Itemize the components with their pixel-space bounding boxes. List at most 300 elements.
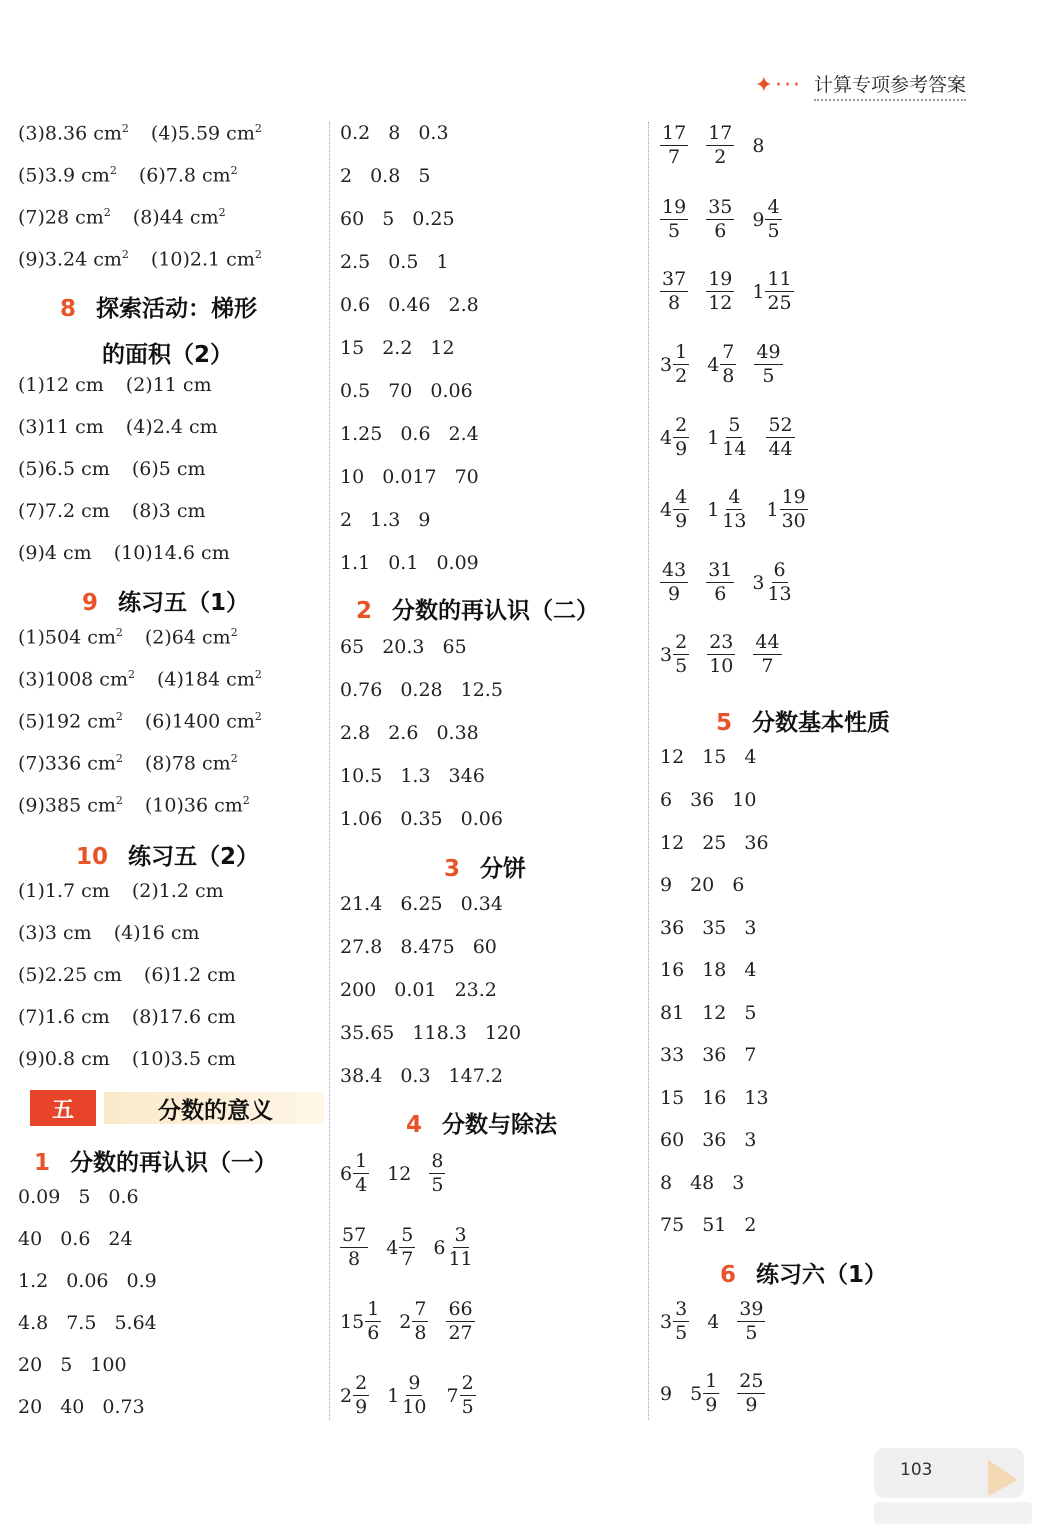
answer-item: 1.1	[340, 552, 371, 574]
answer-item: 25	[702, 832, 727, 854]
answer-item: (6)7.8 $cm^2$	[138, 164, 238, 187]
answer-item: (10)2.1 $cm^2$	[150, 248, 262, 271]
mixed-number: 7 $\frac{2}{5}$	[446, 1372, 474, 1418]
mixed-number: 3 $\frac{6}{13}$	[752, 559, 792, 605]
answer-item: 0.06	[460, 808, 503, 830]
answer-row	[18, 710, 280, 732]
answer-row	[340, 636, 485, 658]
section-title: 分数的再认识（一）	[70, 1150, 278, 1176]
answer-row	[18, 1312, 175, 1334]
answer-row	[660, 1129, 774, 1151]
fraction-row	[660, 633, 800, 676]
answer-item: 60	[472, 936, 497, 958]
answer-row	[18, 542, 248, 564]
answer-item: 346	[448, 765, 485, 787]
answer-row	[18, 668, 280, 690]
mixed-number: 3 $\frac{3}{5}$	[660, 1298, 688, 1344]
answer-item: 10	[340, 466, 365, 488]
answer-row	[18, 626, 256, 648]
mixed-number: 4 $\frac{5}{7}$	[386, 1224, 414, 1270]
answer-item: 2.6	[388, 722, 419, 744]
mixed-number: 1 $\frac{19}{30}$	[766, 486, 806, 532]
answer-item: 36	[702, 1129, 727, 1151]
answer-item: 1.25	[340, 423, 383, 445]
answer-row	[18, 880, 242, 902]
fraction: $\frac{19}{5}$	[662, 196, 687, 242]
answer-row	[18, 416, 236, 438]
answer-item: 20	[690, 874, 715, 896]
answer-row	[18, 1006, 254, 1028]
fraction: $\frac{35}{6}$	[708, 196, 733, 242]
answer-row	[340, 552, 497, 574]
answer-item: 1.3	[370, 509, 401, 531]
answer-item: (9)385 $cm^2$	[18, 794, 123, 817]
answer-item: 0.5	[388, 251, 419, 273]
mixed-number: 3 $\frac{2}{5}$	[660, 631, 688, 677]
answer-item: 33	[660, 1044, 685, 1066]
answer-item: 20	[18, 1396, 43, 1418]
fraction-row	[340, 1226, 493, 1269]
answer-item: (7)7.2 cm	[18, 500, 110, 522]
answer-item: 2	[744, 1214, 757, 1236]
answer-item: (5)3.9 $cm^2$	[18, 164, 117, 187]
answer-item: 6	[732, 874, 745, 896]
answer-row	[18, 374, 230, 396]
answer-row	[340, 380, 491, 402]
answer-item: 0.017	[382, 466, 437, 488]
answer-item: (6)1.2 cm	[143, 964, 236, 986]
answer-item: (6)5 cm	[131, 458, 206, 480]
answer-row	[660, 959, 774, 981]
answer-item: 2.2	[382, 337, 413, 359]
answer-item: 0.3	[418, 122, 449, 144]
answer-item: 0.06	[430, 380, 473, 402]
answer-item: (3)11 cm	[18, 416, 104, 438]
answer-item: 12	[660, 832, 685, 854]
answer-item: 0.46	[388, 294, 431, 316]
fraction-row	[340, 1152, 463, 1195]
mixed-number: 4 $\frac{2}{9}$	[660, 414, 688, 460]
answer-row	[340, 893, 521, 915]
answer-item: 0.9	[126, 1270, 157, 1292]
answer-item: 6	[660, 789, 673, 811]
fraction-row	[660, 270, 812, 313]
answer-item: 24	[108, 1228, 133, 1250]
answer-item: 200	[340, 979, 377, 1001]
mixed-number: 9 $\frac{4}{5}$	[752, 196, 780, 242]
mixed-number: 15 $\frac{1}{6}$	[340, 1298, 380, 1344]
answer-item: 0.73	[102, 1396, 145, 1418]
section-title: 练习五（2）	[128, 844, 260, 870]
answer-item: (5)192 $cm^2$	[18, 710, 123, 733]
answer-row	[660, 1044, 774, 1066]
fraction: $\frac{52}{44}$	[768, 414, 793, 460]
answer-item: 2	[340, 509, 353, 531]
answer-row	[660, 1172, 762, 1194]
answer-item: 8	[752, 134, 765, 157]
answer-item: (10)3.5 cm	[131, 1048, 236, 1070]
answer-item: 65	[442, 636, 467, 658]
section-heading	[720, 1256, 1020, 1289]
mixed-number: 4 $\frac{7}{8}$	[707, 341, 735, 387]
answer-row	[660, 789, 774, 811]
answer-item: 20.3	[382, 636, 425, 658]
answer-item: (9)0.8 cm	[18, 1048, 110, 1070]
mixed-number: 2 $\frac{7}{8}$	[399, 1298, 427, 1344]
answer-row	[18, 1396, 163, 1418]
answer-item: (3)1008 $cm^2$	[18, 668, 135, 691]
fraction: $\frac{19}{12}$	[708, 268, 733, 314]
answer-item: (8)44 $cm^2$	[132, 206, 226, 229]
answer-item: 9	[418, 509, 431, 531]
answer-item: 1.3	[400, 765, 431, 787]
answer-item: 36	[744, 832, 769, 854]
answer-row	[18, 1228, 151, 1250]
mixed-number: 1 $\frac{9}{10}$	[387, 1372, 427, 1418]
section-title: 分数的再认识（二）	[392, 598, 600, 624]
answer-row	[340, 208, 473, 230]
answer-item: 13	[744, 1087, 769, 1109]
answer-row	[340, 337, 473, 359]
answer-item: 1.2	[18, 1270, 49, 1292]
answer-item: (10)36 $cm^2$	[144, 794, 250, 817]
answer-row	[18, 1354, 145, 1376]
answer-item: (8)17.6 cm	[131, 1006, 236, 1028]
answer-item: (2)64 $cm^2$	[144, 626, 238, 649]
fraction-row	[660, 198, 800, 241]
answer-item: 8.475	[400, 936, 455, 958]
fraction-row	[340, 1374, 494, 1417]
answer-item: 3	[744, 917, 757, 939]
answer-item: 0.34	[460, 893, 503, 915]
answer-item: 40	[18, 1228, 43, 1250]
answer-item: (1)12 cm	[18, 374, 104, 396]
answer-item: 0.01	[394, 979, 437, 1001]
answer-item: 36	[690, 789, 715, 811]
answer-item: 4.8	[18, 1312, 49, 1334]
answer-item: (5)6.5 cm	[18, 458, 110, 480]
mixed-number: 1 $\frac{11}{25}$	[752, 268, 792, 314]
answer-item: 0.6	[60, 1228, 91, 1250]
section-number: 5	[716, 710, 733, 736]
answer-item: 81	[660, 1002, 685, 1024]
answer-item: 2.8	[448, 294, 479, 316]
column-divider	[648, 122, 649, 1420]
fraction: $\frac{43}{9}$	[662, 559, 687, 605]
answer-row	[340, 165, 448, 187]
fraction: $\frac{17}{2}$	[708, 122, 733, 168]
section-heading	[60, 290, 360, 323]
answer-item: 15	[660, 1087, 685, 1109]
answer-row	[18, 122, 280, 144]
answer-item: (3)3 cm	[18, 922, 92, 944]
answer-item: 5	[78, 1186, 91, 1208]
answer-item: 40	[60, 1396, 85, 1418]
answer-item: 1.06	[340, 808, 383, 830]
answer-row	[340, 936, 515, 958]
answer-item: 1	[436, 251, 449, 273]
answer-row	[340, 1022, 539, 1044]
mixed-number: 6 $\frac{1}{4}$	[340, 1150, 368, 1196]
answer-item: (4)16 cm	[113, 922, 200, 944]
answer-item: 12	[387, 1162, 412, 1185]
answer-item: 0.09	[18, 1186, 61, 1208]
fraction: $\frac{25}{9}$	[739, 1370, 764, 1416]
fraction: $\frac{66}{27}$	[448, 1298, 473, 1344]
mixed-number: 1 $\frac{4}{13}$	[707, 486, 747, 532]
section-title: 练习五（1）	[118, 590, 250, 616]
answer-item: 38.4	[340, 1065, 383, 1087]
section-heading	[356, 592, 656, 625]
fraction: $\frac{37}{8}$	[662, 268, 687, 314]
fraction-row	[660, 1372, 783, 1415]
answer-item: 0.25	[412, 208, 455, 230]
answer-item: 60	[660, 1129, 685, 1151]
fraction: $\frac{8}{5}$	[431, 1150, 444, 1196]
answer-item: 0.6	[400, 423, 431, 445]
mixed-number: 3 $\frac{1}{2}$	[660, 341, 688, 387]
unit-badge: 五	[30, 1090, 96, 1126]
answer-item: 3	[744, 1129, 757, 1151]
answer-item: 0.6	[340, 294, 371, 316]
answer-item: 118.3	[412, 1022, 467, 1044]
answer-row	[660, 1087, 787, 1109]
answer-item: 0.09	[436, 552, 479, 574]
answer-item: (4)2.4 cm	[125, 416, 218, 438]
answer-row	[18, 922, 218, 944]
answer-item: 10	[732, 789, 757, 811]
section-number: 3	[444, 856, 461, 882]
fraction: $\frac{17}{7}$	[662, 122, 687, 168]
answer-row	[340, 679, 521, 701]
answer-item: 7.5	[66, 1312, 97, 1334]
answer-row	[340, 979, 515, 1001]
answer-item: 75	[660, 1214, 685, 1236]
answer-item: 0.38	[436, 722, 479, 744]
answer-row	[18, 794, 268, 816]
answer-item: 16	[660, 959, 685, 981]
page-number: 103	[900, 1460, 933, 1480]
answer-item: (10)14.6 cm	[113, 542, 230, 564]
fraction: $\frac{39}{5}$	[739, 1298, 764, 1344]
section-title-continued: 的面积（2）	[102, 342, 234, 368]
answer-row	[340, 122, 467, 144]
fraction: $\frac{49}{5}$	[756, 341, 781, 387]
answer-item: 23.2	[454, 979, 497, 1001]
answer-item: 9	[660, 874, 673, 896]
answer-item: 0.35	[400, 808, 443, 830]
answer-row	[660, 917, 774, 939]
unit-banner	[30, 1090, 330, 1126]
answer-item: 0.06	[66, 1270, 109, 1292]
fraction-row	[660, 124, 782, 167]
answer-item: 4	[744, 959, 757, 981]
answer-item: 48	[690, 1172, 715, 1194]
answer-item: 8	[388, 122, 401, 144]
answer-item: 8	[660, 1172, 673, 1194]
answer-row	[340, 722, 497, 744]
answer-item: 4	[744, 746, 757, 768]
mixed-number: 6 $\frac{3}{11}$	[433, 1224, 473, 1270]
answer-item: 12	[430, 337, 455, 359]
answer-row	[18, 964, 254, 986]
answer-row	[340, 294, 497, 316]
answer-item: 0.8	[370, 165, 401, 187]
answer-row	[18, 248, 280, 270]
answer-item: 21.4	[340, 893, 383, 915]
answer-row	[340, 251, 467, 273]
fraction: $\frac{44}{7}$	[755, 631, 780, 677]
answer-item: 16	[702, 1087, 727, 1109]
mixed-number: 2 $\frac{2}{9}$	[340, 1372, 368, 1418]
star-decoration-icon: ✦···	[754, 72, 802, 98]
answer-item: 65	[340, 636, 365, 658]
answer-row	[18, 458, 224, 480]
section-title: 探索活动：梯形	[96, 296, 258, 322]
answer-item: (7)28 $cm^2$	[18, 206, 111, 229]
answer-item: 2.4	[448, 423, 479, 445]
answer-item: (7)1.6 cm	[18, 1006, 110, 1028]
answer-item: 12	[702, 1002, 727, 1024]
answer-item: 2.5	[340, 251, 371, 273]
answer-item: 0.5	[340, 380, 371, 402]
answer-row	[18, 164, 256, 186]
answer-item: (2)11 cm	[125, 374, 212, 396]
answer-item: 18	[702, 959, 727, 981]
answer-row	[340, 509, 448, 531]
fraction-row	[660, 1300, 783, 1343]
answer-item: (5)2.25 cm	[18, 964, 122, 986]
section-number: 4	[406, 1112, 423, 1138]
answer-row	[340, 423, 497, 445]
section-number: 8	[60, 296, 77, 322]
answer-item: 4	[707, 1310, 720, 1333]
answer-item: 120	[484, 1022, 522, 1044]
answer-item: (1)1.7 cm	[18, 880, 110, 902]
answer-item: (8)3 cm	[131, 500, 206, 522]
answer-item: 3	[732, 1172, 745, 1194]
answer-item: (8)78 $cm^2$	[144, 752, 238, 775]
section-heading	[76, 838, 376, 871]
answer-item: 70	[388, 380, 413, 402]
mixed-number: 5 $\frac{1}{9}$	[690, 1370, 718, 1416]
answer-item: 0.1	[388, 552, 419, 574]
fraction-row	[340, 1300, 493, 1343]
section-title: 分数基本性质	[752, 710, 891, 736]
answer-item: 12	[660, 746, 685, 768]
section-number: 1	[34, 1150, 51, 1176]
answer-item: 10.5	[340, 765, 383, 787]
answer-row	[18, 206, 244, 228]
answer-item: 5	[60, 1354, 73, 1376]
answer-item: 0.76	[340, 679, 383, 701]
answer-item: 36	[702, 1044, 727, 1066]
answer-row	[340, 1065, 521, 1087]
answer-row	[660, 1002, 774, 1024]
answer-item: (2)1.2 cm	[131, 880, 224, 902]
answer-item: 15	[702, 746, 727, 768]
answer-item: (3)8.36 $cm^2$	[18, 122, 129, 145]
answer-row	[18, 1048, 254, 1070]
answer-item: 12.5	[460, 679, 503, 701]
answer-row	[660, 1214, 774, 1236]
watermark-logo-icon	[868, 1440, 1038, 1530]
answer-row	[340, 466, 497, 488]
fraction: $\frac{57}{8}$	[342, 1224, 367, 1270]
section-number: 2	[356, 598, 373, 624]
answer-item: 5.64	[114, 1312, 157, 1334]
answer-item: 0.2	[340, 122, 371, 144]
answer-row	[660, 874, 762, 896]
header-title: 计算专项参考答案	[814, 70, 966, 101]
answer-item: (4)5.59 $cm^2$	[150, 122, 262, 145]
section-title: 练习六（1）	[756, 1262, 888, 1288]
answer-item: 15	[340, 337, 365, 359]
answer-item: 5	[418, 165, 431, 187]
section-heading	[716, 704, 1016, 737]
answer-row	[18, 1186, 157, 1208]
section-number: 6	[720, 1262, 737, 1288]
answer-item: 0.28	[400, 679, 443, 701]
section-number: 9	[82, 590, 99, 616]
mixed-number: 4 $\frac{4}{9}$	[660, 486, 688, 532]
answer-item: 36	[660, 917, 685, 939]
fraction-row	[660, 343, 801, 386]
answer-item: 2	[340, 165, 353, 187]
running-header	[755, 68, 966, 102]
answer-item: 51	[702, 1214, 727, 1236]
answer-item: 27.8	[340, 936, 383, 958]
section-title: 分饼	[480, 856, 527, 882]
section-heading	[34, 1144, 334, 1177]
answer-item: (1)504 $cm^2$	[18, 626, 123, 649]
answer-row	[18, 1270, 175, 1292]
answer-item: 147.2	[448, 1065, 503, 1087]
answer-item: 9	[660, 1382, 673, 1405]
answer-row	[340, 808, 521, 830]
fraction-row	[660, 488, 826, 531]
answer-item: 70	[454, 466, 479, 488]
answer-item: 20	[18, 1354, 43, 1376]
answer-item: 5	[744, 1002, 757, 1024]
answer-item: 0.3	[400, 1065, 431, 1087]
answer-item: 0.6	[108, 1186, 139, 1208]
fraction: $\frac{31}{6}$	[708, 559, 733, 605]
answer-row	[18, 500, 224, 522]
answer-item: 2.8	[340, 722, 371, 744]
answer-item: (6)1400 $cm^2$	[144, 710, 262, 733]
fraction-row	[660, 561, 812, 604]
unit-title: 分数的意义	[158, 1098, 273, 1124]
answer-item: (9)3.24 $cm^2$	[18, 248, 129, 271]
answer-item: (4)184 $cm^2$	[156, 668, 262, 691]
answer-item: 6.25	[400, 893, 443, 915]
answer-row	[660, 832, 787, 854]
answer-row	[340, 765, 503, 787]
fraction: $\frac{23}{10}$	[709, 631, 734, 677]
answer-item: 35	[702, 917, 727, 939]
fraction-row	[660, 416, 813, 459]
answer-row	[18, 752, 256, 774]
section-number: 10	[76, 844, 109, 870]
answer-row	[660, 746, 774, 768]
answer-item: 7	[744, 1044, 757, 1066]
answer-item: 60	[340, 208, 365, 230]
answer-item: 5	[382, 208, 395, 230]
section-heading	[82, 584, 382, 617]
answer-item: 35.65	[340, 1022, 395, 1044]
mixed-number: 1 $\frac{5}{14}$	[707, 414, 747, 460]
